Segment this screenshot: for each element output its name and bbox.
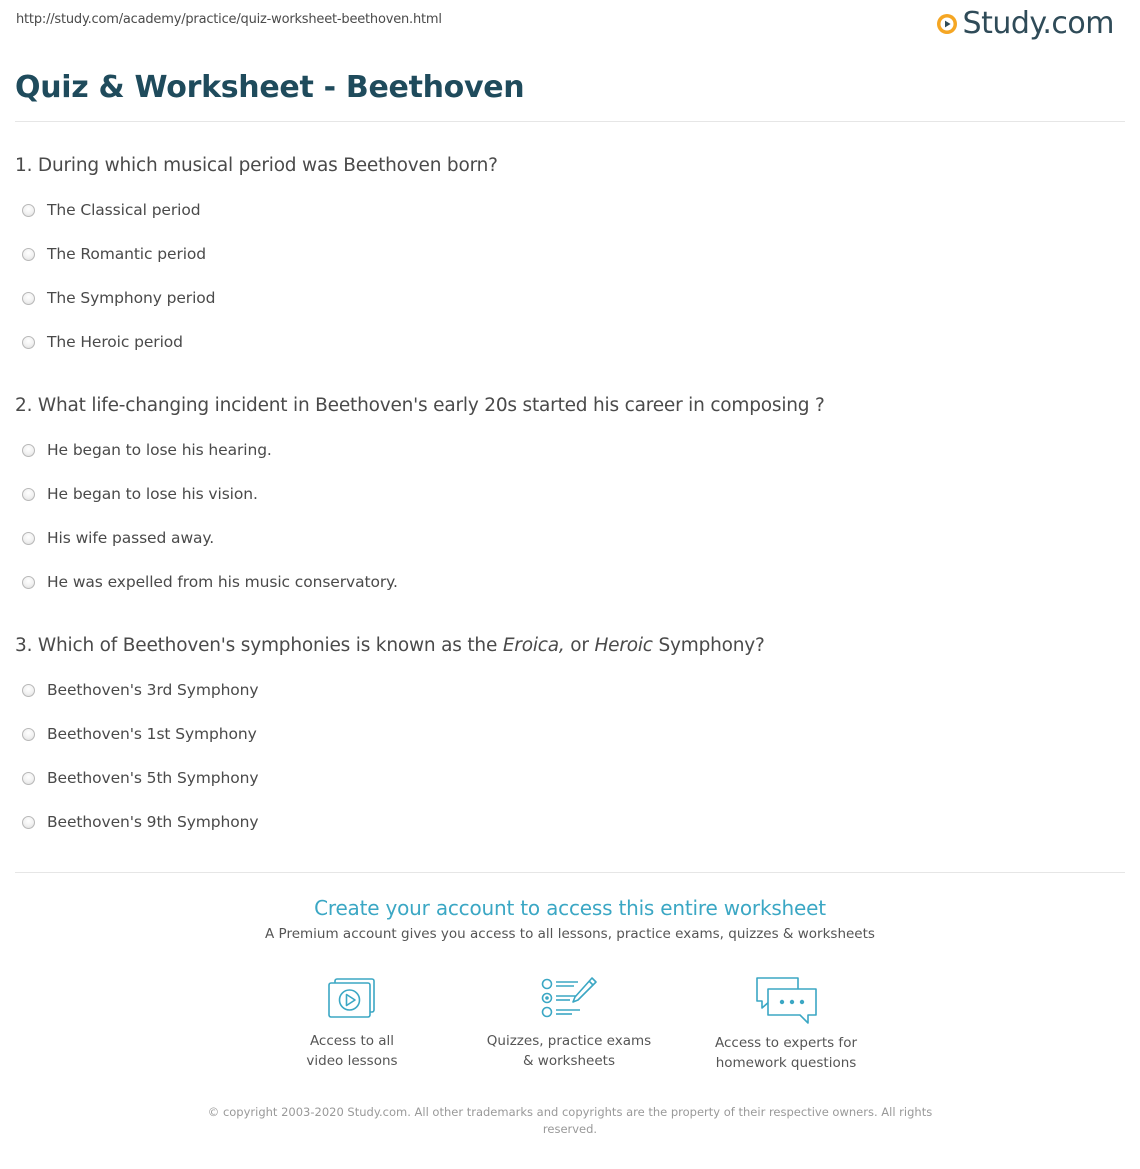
answer-label: The Romantic period (47, 245, 207, 263)
answer-option[interactable] (22, 571, 398, 593)
logo-text: Study.com (962, 6, 1114, 41)
feature-experts (686, 975, 886, 1073)
answer-option[interactable] (22, 439, 272, 461)
question-italic-heroic: Heroic (594, 635, 653, 656)
answer-label: He was expelled from his music conservatory. (47, 573, 398, 591)
radio-button[interactable] (22, 816, 35, 829)
page-url: http://study.com/academy/practice/quiz-worksheet-beethoven.html (16, 12, 442, 27)
video-lessons-icon (326, 975, 378, 1021)
radio-button[interactable] (22, 204, 35, 217)
radio-button[interactable] (22, 336, 35, 349)
question-text: 3. Which of Beethoven's symphonies is known as the (15, 635, 503, 656)
answer-option[interactable] (22, 483, 258, 505)
radio-button[interactable] (22, 532, 35, 545)
feature-line: Quizzes, practice exams (486, 1033, 652, 1049)
answer-option[interactable] (22, 767, 258, 789)
cta-subtitle: A Premium account gives you access to all lessons, practice exams, quizzes & worksheets (265, 926, 875, 942)
divider (15, 872, 1125, 873)
study-logo[interactable] (936, 8, 1114, 40)
answer-label: His wife passed away. (47, 529, 215, 547)
feature-line: Access to experts for (714, 1035, 857, 1051)
radio-button[interactable] (22, 772, 35, 785)
answer-label: The Heroic period (47, 333, 183, 351)
feature-quizzes (469, 975, 669, 1071)
answer-label: Beethoven's 1st Symphony (47, 725, 257, 743)
divider (15, 121, 1125, 122)
answer-label: The Classical period (47, 201, 201, 219)
answer-option[interactable] (22, 679, 258, 701)
radio-button[interactable] (22, 576, 35, 589)
radio-button[interactable] (22, 728, 35, 741)
feature-line: & worksheets (522, 1053, 615, 1069)
question-1: 1. During which musical period was Beethoven born? (15, 155, 498, 176)
chat-bubbles-icon (754, 975, 818, 1027)
answer-option[interactable] (22, 331, 183, 353)
answer-label: Beethoven's 3rd Symphony (47, 681, 259, 699)
answer-label: Beethoven's 5th Symphony (47, 769, 259, 787)
radio-button[interactable] (22, 684, 35, 697)
play-logo-icon (936, 13, 958, 35)
radio-button[interactable] (22, 292, 35, 305)
answer-label: Beethoven's 9th Symphony (47, 813, 259, 831)
page-title: Quiz & Worksheet - Beethoven (15, 70, 525, 105)
question-text: or (564, 635, 595, 656)
feature-line: Access to all (309, 1033, 395, 1049)
question-italic-eroica: Eroica, (502, 635, 565, 656)
answer-option[interactable] (22, 811, 258, 833)
answer-option[interactable] (22, 243, 206, 265)
answer-option[interactable] (22, 287, 215, 309)
radio-button[interactable] (22, 444, 35, 457)
question-text: Symphony? (652, 635, 765, 656)
answer-label: He began to lose his vision. (47, 485, 258, 503)
answer-label: The Symphony period (47, 289, 216, 307)
feature-video-lessons (252, 975, 452, 1071)
question-3 (15, 635, 765, 656)
answer-option[interactable] (22, 199, 200, 221)
radio-button[interactable] (22, 488, 35, 501)
feature-line: video lessons (306, 1053, 398, 1069)
copyright-footer (0, 1104, 1140, 1138)
feature-line: homework questions (715, 1055, 857, 1071)
radio-button[interactable] (22, 248, 35, 261)
quiz-checklist-icon (540, 975, 598, 1021)
question-2: 2. What life-changing incident in Beethoven's early 20s started his career in composing ? (15, 395, 825, 416)
answer-option[interactable] (22, 723, 257, 745)
create-account-link[interactable]: Create your account to access this entire worksheet (314, 896, 826, 920)
answer-option[interactable] (22, 527, 214, 549)
answer-label: He began to lose his hearing. (47, 441, 272, 459)
copyright-line: reserved. (542, 1122, 598, 1136)
copyright-line: © copyright 2003-2020 Study.com. All other trademarks and copyrights are the property of their respective owners. All rights (207, 1105, 933, 1119)
